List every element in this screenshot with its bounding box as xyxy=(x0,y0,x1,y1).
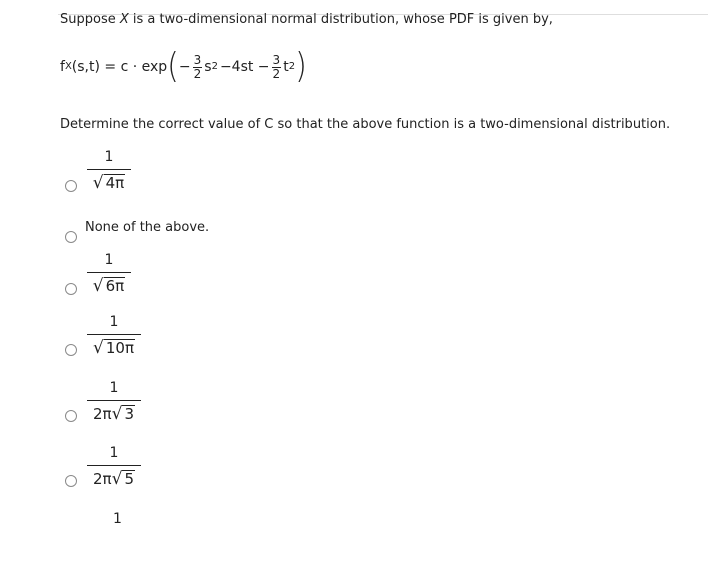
formula-minus: − xyxy=(178,59,191,75)
option-3-denominator xyxy=(93,277,125,294)
radicand: 5 xyxy=(124,470,134,488)
fraction-bar xyxy=(87,465,141,466)
radicand: 10π xyxy=(105,339,134,357)
radio-option-4[interactable] xyxy=(65,344,77,356)
question-variable: X xyxy=(119,12,129,27)
frac1-numerator: 3 xyxy=(193,52,202,67)
option-6-denominator xyxy=(93,470,135,487)
close-paren: ) xyxy=(295,46,307,87)
radicand: 4π xyxy=(105,174,125,192)
formula-args: (s,t) = c · exp xyxy=(71,59,168,75)
option-6-numerator: 1 xyxy=(109,445,119,461)
radicand: 3 xyxy=(124,405,134,423)
open-paren: ( xyxy=(167,46,179,87)
fraction-bar xyxy=(87,400,141,401)
sqrt-symbol: √ 3 xyxy=(111,403,134,424)
formula-fraction-2 xyxy=(272,54,282,80)
question-text xyxy=(60,12,553,27)
formula-s: s xyxy=(204,59,212,75)
radicand: 6π xyxy=(105,277,125,295)
instruction-text: Determine the correct value of C so that the above function is a two-dimensional distribution. xyxy=(60,117,671,132)
option-5-numerator: 1 xyxy=(109,380,119,396)
option-5-fraction xyxy=(87,381,141,422)
frac1-denominator: 2 xyxy=(193,66,202,81)
option-5-denominator xyxy=(93,405,135,422)
cut-off-option-numerator: 1 xyxy=(113,511,122,527)
sqrt-symbol: √ 10π xyxy=(93,337,134,358)
sqrt-symbol: √ 6π xyxy=(92,275,125,296)
option-4-numerator: 1 xyxy=(109,314,119,330)
sqrt-symbol: √ 4π xyxy=(92,172,125,193)
pdf-formula: f X (s,t) = c · exp ( − $\frac{3}{2}$ s 2 −4st − $\frac{3}{2}$ t 2 ) xyxy=(60,46,307,87)
option-1-denominator xyxy=(93,174,125,191)
option-1-fraction xyxy=(87,150,131,191)
option-4-denominator xyxy=(93,339,135,356)
radio-option-1[interactable] xyxy=(65,180,77,192)
fraction-bar xyxy=(87,169,131,170)
radio-option-3[interactable] xyxy=(65,283,77,295)
fraction-bar xyxy=(87,334,141,335)
radio-option-2[interactable] xyxy=(65,231,77,243)
frac2-denominator: 2 xyxy=(272,66,281,81)
den-prefix: 2π xyxy=(93,405,112,423)
radio-option-5[interactable] xyxy=(65,410,77,422)
formula-middle: −4st − xyxy=(219,59,270,75)
sqrt-symbol: √ 5 xyxy=(111,468,134,489)
question-prefix: Suppose xyxy=(60,12,120,27)
formula-fraction-1 xyxy=(193,54,203,80)
option-6-fraction xyxy=(87,446,141,487)
option-4-fraction xyxy=(87,315,141,356)
option-2-label: None of the above. xyxy=(85,220,210,235)
option-3-numerator: 1 xyxy=(104,252,114,268)
den-prefix: 2π xyxy=(93,470,112,488)
frac2-numerator: 3 xyxy=(272,52,281,67)
fraction-bar xyxy=(87,272,131,273)
formula-t: t xyxy=(283,59,289,75)
radio-option-6[interactable] xyxy=(65,475,77,487)
formula-f: f xyxy=(60,59,65,75)
question-suffix: is a two-dimensional normal distribution, whose PDF is given by, xyxy=(128,12,553,27)
option-1-numerator: 1 xyxy=(104,149,114,165)
option-3-fraction xyxy=(87,253,131,294)
